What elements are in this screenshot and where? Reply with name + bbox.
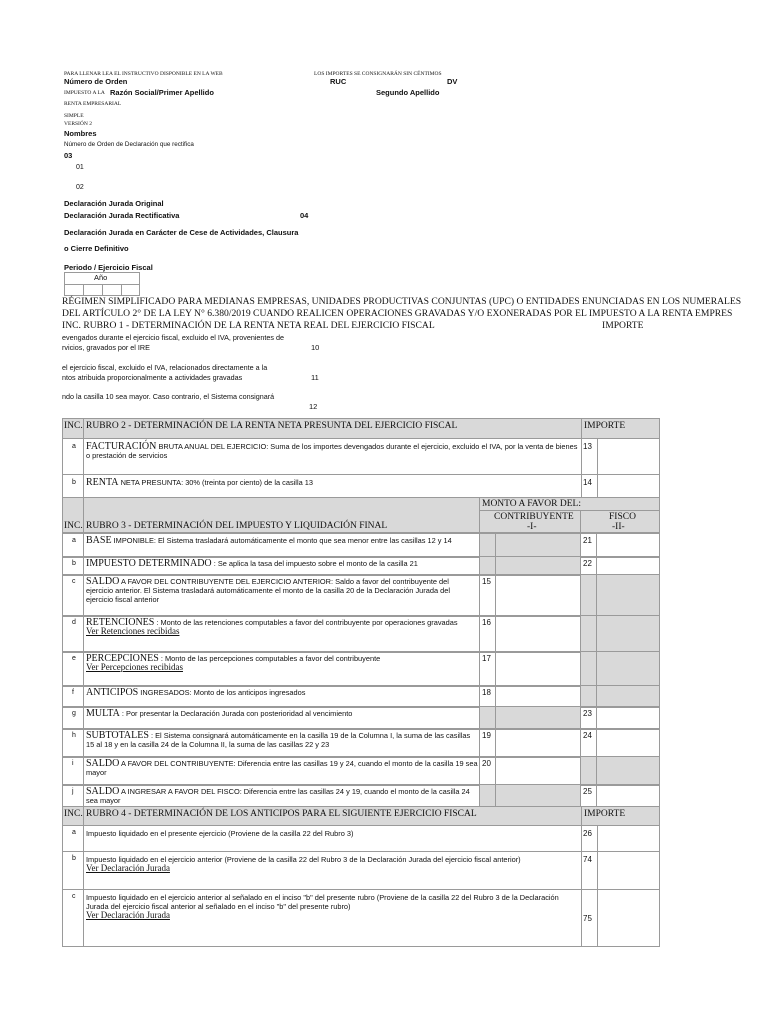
rubro3-casilla-c1[interactable]	[495, 651, 581, 687]
rubro1-text-1a: evengados durante el ejercicio fiscal, excluido el IVA, provenientes de	[62, 333, 285, 342]
rubro1-text-3: ndo la casilla 10 sea mayor. Caso contrario, el Sistema consignará	[62, 392, 275, 401]
rubro3-casilla-c1-num	[479, 784, 496, 808]
rubro3-casilla-c1[interactable]	[495, 615, 581, 653]
anio-label: Año	[94, 273, 108, 282]
rubro3-desc: SUBTOTALES : El Sistema consignará automáticamente en la casilla 19 de la Columna I, la suma de las casillas 15 al 18 y en la casilla 24 de la Columna II, la suma de las casillas 22 y 23	[83, 728, 480, 758]
rubro3-casilla-c1-num: 19	[479, 728, 496, 758]
rubro3-desc: RETENCIONES : Monto de las retenciones computables a favor del contribuyente por operaciones gravadas Ver Retenciones recibidas	[83, 615, 480, 653]
rubro3-casilla-c1-num: 20	[479, 756, 496, 786]
numero-orden-label: Número de Orden	[64, 77, 128, 86]
contribuyente-header: CONTRIBUYENTE -I-	[479, 510, 581, 533]
rubro3-casilla-c2-num: 24	[580, 728, 597, 758]
rubro3-casilla-c1	[495, 556, 581, 576]
rubro3-desc: IMPUESTO DETERMINADO : Se aplica la tasa del impuesto sobre el monto de la casilla 21	[83, 556, 480, 576]
rubro3-casilla-c1[interactable]	[495, 574, 581, 617]
decl-original-label: Declaración Jurada Original	[64, 199, 164, 208]
rubro3-casilla-c1-num: 15	[479, 574, 496, 617]
rubro3-casilla-c2-num: 23	[580, 706, 597, 730]
rubro1-casilla-10: 10	[311, 343, 320, 352]
rubro4-inc: b	[62, 851, 84, 890]
renta-empresarial-label: RENTA EMPRESARIAL	[64, 101, 122, 107]
rubro3-desc: SALDO A FAVOR DEL CONTRIBUYENTE DEL EJERCICIO ANTERIOR: Saldo a favor del contribuyente del ejercicio anterior. El Sistema trasladará automáticamente el monto de la casilla 20 de la Declaración Jurada del ejercicio fiscal anterior	[83, 574, 480, 617]
rubro1-importe: IMPORTE	[602, 320, 644, 331]
rubro3-casilla-c2-num	[580, 685, 597, 708]
rubro3-inc: d	[62, 615, 84, 653]
rubro3-desc: ANTICIPOS INGRESADOS: Monto de los anticipos ingresados	[83, 685, 480, 708]
rubro3-inc: f	[62, 685, 84, 708]
rubro3-casilla-c2	[596, 685, 660, 708]
rubro3-casilla-c1-num: 17	[479, 651, 496, 687]
rubro1-text-2b: ntos atribuida proporcionalmente a actividades gravadas	[62, 373, 243, 382]
rubro2-row-b-desc: RENTA NETA PRESUNTA: 30% (treinta por ciento) de la casilla 13	[83, 474, 582, 498]
rubro2-inc-header: INC.	[62, 418, 84, 439]
rubro3-casilla-c1-num	[479, 556, 496, 576]
rubro3-inc: b	[62, 556, 84, 576]
dv-label: DV	[447, 77, 458, 86]
rubro3-casilla-c2[interactable]	[596, 728, 660, 758]
rubro2-title-header: RUBRO 2 - DETERMINACIÓN DE LA RENTA NETA PRESUNTA DEL EJERCICIO FISCAL	[83, 418, 582, 439]
nombres-label: Nombres	[64, 129, 97, 138]
rubro1-casilla-12: 12	[309, 402, 318, 411]
rubro3-casilla-c1[interactable]	[495, 756, 581, 786]
rubro3-casilla-c1-num	[479, 706, 496, 730]
rubro2-casilla-13[interactable]: 13	[581, 438, 660, 475]
rubro3-casilla-c1-num: 16	[479, 615, 496, 653]
rubro3-desc: MULTA : Por presentar la Declaración Jurada con posterioridad al vencimiento	[83, 706, 480, 730]
rubro3-casilla-c1[interactable]	[495, 685, 581, 708]
regimen-line2: DEL ARTÍCULO 2° DE LA LEY N° 6.380/2019 CUANDO REALICEN OPERACIONES GRAVADAS Y/O EXONERADAS POR EL IMPUESTO A LA RENTA EMPRES	[62, 308, 733, 319]
fisco-header: FISCO -II-	[580, 510, 660, 533]
rubro3-casilla-c2-num	[580, 756, 597, 786]
rubro4-importe-header: IMPORTE	[581, 806, 660, 826]
code-04: 04	[300, 211, 309, 220]
rubro3-casilla-c2-num: 21	[580, 533, 597, 558]
monto-favor-header: MONTO A FAVOR DEL:	[479, 497, 660, 511]
rubro3-casilla-c2[interactable]	[596, 556, 660, 576]
rubro2-casilla-14[interactable]: 14	[581, 474, 660, 498]
num-orden-rectifica-label: Número de Orden de Declaración que rectifica	[64, 141, 194, 148]
decl-rectificativa-label: Declaración Jurada Rectificativa	[64, 211, 180, 220]
rubro3-desc: BASE IMPONIBLE: El Sistema trasladará automáticamente el monto que sea menor entre las casillas 12 y 14	[83, 533, 480, 558]
rubro4-inc: a	[62, 825, 84, 852]
rubro3-casilla-c2[interactable]	[596, 533, 660, 558]
rubro4-casilla[interactable]: 26	[581, 825, 660, 852]
simple-label: SIMPLE	[64, 113, 84, 119]
rubro3-inc: e	[62, 651, 84, 687]
rubro3-casilla-c2	[596, 756, 660, 786]
code-02: 02	[76, 184, 84, 191]
razon-social-label: Razón Social/Primer Apellido	[110, 88, 214, 97]
rubro3-inc: a	[62, 533, 84, 558]
rubro3-casilla-c2	[596, 651, 660, 687]
rubro1-casilla-11: 11	[311, 373, 319, 382]
rubro3-casilla-c1	[495, 706, 581, 730]
rubro4-desc: Impuesto liquidado en el ejercicio anterior (Proviene de la casilla 22 del Rubro 3 de la Declaración Jurada del ejercicio fiscal anterior) Ver Declaración Jurada	[83, 851, 582, 890]
rubro3-inc: g	[62, 706, 84, 730]
rubro3-casilla-c1-num: 18	[479, 685, 496, 708]
impuesto-a-la-label: IMPUESTO A LA	[64, 90, 105, 96]
rubro1-title: INC. RUBRO 1 - DETERMINACIÓN DE LA RENTA NETA REAL DEL EJERCICIO FISCAL	[62, 320, 435, 331]
rubro3-casilla-c2-num: 22	[580, 556, 597, 576]
ruc-label: RUC	[330, 77, 347, 86]
rubro3-casilla-c2	[596, 615, 660, 653]
rubro1-text-2a: el ejercicio fiscal, excluido el IVA, relacionados directamente a la	[62, 363, 268, 372]
rubro4-desc: Impuesto liquidado en el presente ejercicio (Proviene de la casilla 22 del Rubro 3)	[83, 825, 582, 852]
rubro3-inc: i	[62, 756, 84, 786]
rubro3-casilla-c1	[495, 784, 581, 808]
code-03: 03	[64, 151, 73, 160]
rubro3-casilla-c2-num	[580, 615, 597, 653]
rubro4-inc: c	[62, 889, 84, 947]
rubro4-casilla[interactable]: 74	[581, 851, 660, 890]
link-ver[interactable]: Ver Percepciones recibidas	[86, 662, 183, 672]
rubro2-row-b-inc: b	[62, 474, 84, 498]
periodo-label: Periodo / Ejercicio Fiscal	[64, 263, 153, 272]
rubro4-title-header: RUBRO 4 - DETERMINACIÓN DE LOS ANTICIPOS PARA EL SIGUIENTE EJERCICIO FISCAL	[83, 806, 582, 826]
instructivo-note: PARA LLENAR LEA EL INSTRUCTIVO DISPONIBLE EN LA WEB	[64, 71, 223, 77]
rubro3-casilla-c1-num	[479, 533, 496, 558]
rubro3-inc-header: INC.	[62, 497, 84, 533]
rubro4-casilla[interactable]: 75	[581, 889, 660, 947]
rubro3-inc: h	[62, 728, 84, 758]
rubro3-casilla-c1	[495, 533, 581, 558]
rubro3-title-header: RUBRO 3 - DETERMINACIÓN DEL IMPUESTO Y LIQUIDACIÓN FINAL	[83, 497, 480, 533]
rubro3-casilla-c1[interactable]	[495, 728, 581, 758]
version-label: VERSIÓN 2	[64, 121, 92, 127]
rubro3-casilla-c2[interactable]	[596, 784, 660, 808]
rubro1-text-1b: rvicios, gravados por el IRE	[62, 343, 150, 352]
rubro2-importe-header: IMPORTE	[581, 418, 660, 439]
rubro3-casilla-c2-num: 25	[580, 784, 597, 808]
rubro3-casilla-c2-num	[580, 651, 597, 687]
rubro3-desc: SALDO A INGRESAR A FAVOR DEL FISCO: Diferencia entre las casillas 24 y 19, cuando el monto de la casilla 24 sea mayor	[83, 784, 480, 808]
rubro2-row-a-desc: FACTURACIÓN BRUTA ANUAL DEL EJERCICIO: Suma de los importes devengados durante el ejercicio, excluido el IVA, por la venta de bienes o prestación de servicios	[83, 438, 582, 475]
link-ver-declaracion[interactable]: Ver Declaración Jurada	[86, 910, 170, 920]
decl-cese-label: Declaración Jurada en Carácter de Cese de Actividades, Clausura	[64, 228, 299, 237]
link-ver-declaracion[interactable]: Ver Declaración Jurada	[86, 863, 170, 873]
link-ver[interactable]: Ver Retenciones recibidas	[86, 626, 180, 636]
rubro3-casilla-c2-num	[580, 574, 597, 617]
cierre-definitivo-label: o Cierre Definitivo	[64, 244, 129, 253]
rubro3-desc: SALDO A FAVOR DEL CONTRIBUYENTE: Diferencia entre las casillas 19 y 24, cuando el monto de la casilla 19 sea mayor	[83, 756, 480, 786]
rubro4-desc: Impuesto liquidado en el ejercicio anterior al señalado en el inciso "b" del presente rubro (Proviene de la casilla 22 del Rubro 3 de la Declaración Jurada del ejercicio fiscal anterior al señalado en el inciso "b" del presente rubro) Ver Declaración Jurada	[83, 889, 582, 947]
rubro3-casilla-c2[interactable]	[596, 706, 660, 730]
rubro3-inc: c	[62, 574, 84, 617]
rubro2-row-a-inc: a	[62, 438, 84, 475]
rubro3-inc: j	[62, 784, 84, 808]
code-01: 01	[76, 164, 84, 171]
rubro3-desc: PERCEPCIONES : Monto de las percepciones computables a favor del contribuyente Ver Percepciones recibidas	[83, 651, 480, 687]
regimen-line1: RÉGIMEN SIMPLIFICADO PARA MEDIANAS EMPRESAS, UNIDADES PRODUCTIVAS CONJUNTAS (UPC) O ENTIDADES ENUNCIADAS EN LOS NUMERALES	[62, 296, 742, 307]
sin-centimos-note: LOS IMPORTES SE CONSIGNARÁN SIN CÉNTIMOS	[314, 71, 442, 77]
rubro4-inc-header: INC.	[62, 806, 84, 826]
segundo-apellido-label: Segundo Apellido	[376, 88, 440, 97]
rubro3-casilla-c2	[596, 574, 660, 617]
